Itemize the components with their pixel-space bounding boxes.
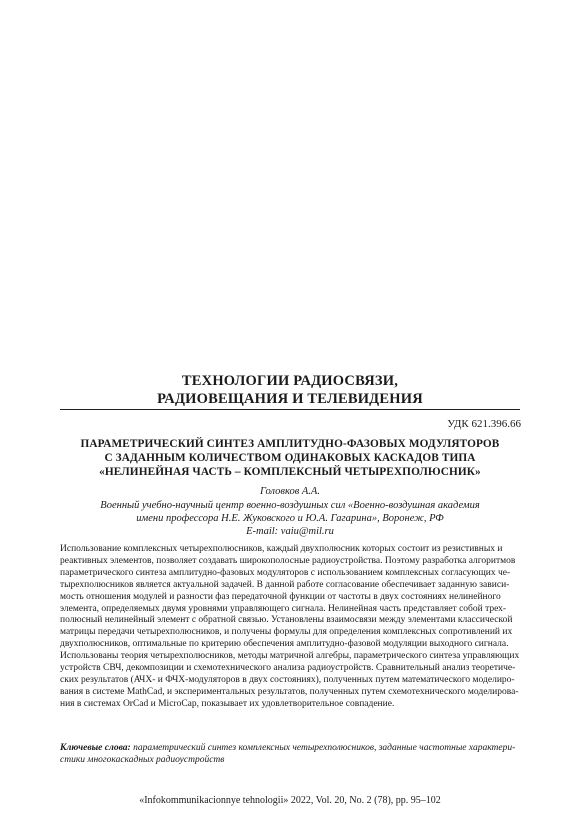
article-title-line: «НЕЛИНЕЙНАЯ ЧАСТЬ – КОМПЛЕКСНЫЙ ЧЕТЫРЕХПОЛЮСНИК» — [99, 466, 481, 478]
keywords-line: стики многокаскадных радиоустройств — [60, 754, 225, 765]
abstract — [60, 544, 521, 711]
journal-citation-footer: «Infokommunikacionnye tehnologii» 2022, Vol. 20, No. 2 (78), pp. 95–102 — [139, 795, 441, 806]
author-email: E-mail: vaiu@mil.ru — [246, 526, 334, 537]
abstract-line: матрицы передачи четырехполюсников, и получены формулы для определения комплексных сопротивлений их — [60, 627, 513, 638]
keywords-line — [60, 743, 521, 755]
affiliation-line: имени профессора Н.Е. Жуковского и Ю.А. Гагарина», Воронеж, РФ — [136, 513, 444, 524]
author-name: Головков А.А. — [260, 486, 320, 497]
article-title-line: ПАРАМЕТРИЧЕСКИЙ СИНТЕЗ АМПЛИТУДНО-ФАЗОВЫХ МОДУЛЯТОРОВ — [80, 438, 500, 450]
article-title-line: С ЗАДАННЫМ КОЛИЧЕСТВОМ ОДИНАКОВЫХ КАСКАДОВ ТИПА — [104, 452, 476, 464]
section-divider — [60, 409, 520, 410]
keywords-text: параметрический синтез комплексных четырехполюсников, заданные частотные характери- — [130, 743, 516, 753]
section-heading-line: РАДИОВЕЩАНИЯ И ТЕЛЕВИДЕНИЯ — [157, 391, 423, 407]
article-title — [60, 437, 520, 479]
abstract-line: тырехполюсников является актуальной задачей. В данной работе согласование обеспечивает заданную зависи- — [60, 579, 510, 590]
keywords-label: Ключевые слова: — [60, 743, 131, 753]
author-affiliation — [60, 499, 520, 538]
abstract-line: Использованы теория четырехполюсников, методы матричной алгебры, параметрического синтеза управляющих — [60, 651, 520, 662]
abstract-line: мость отношения модулей и разности фаз передаточной функции от частоты в двух состояниях нелинейного — [60, 591, 501, 602]
abstract-line: ния в системах OrCad и MicroCap, показывает их удовлетворительное совпадение. — [60, 698, 395, 709]
abstract-line: ских результатов (АЧХ- и ФЧХ-модуляторов в двух состояниях), полученных путем математического моделиро- — [60, 674, 515, 685]
keywords — [60, 743, 521, 767]
abstract-line: полюсный нелинейный элемент с обратной связью. Установлены взаимосвязи между элементами классической — [60, 615, 513, 626]
abstract-line: элемента, определяемых двумя уровнями управляющего сигнала. Нелинейная часть представляет собой трех- — [60, 603, 507, 614]
abstract-line: устройств СВЧ, декомпозиции и схемотехнического анализа радиоустройств. Сравнительный анализ теоретиче- — [60, 663, 516, 674]
abstract-line: Использование комплексных четырехполюсников, каждый двухполюсник которых состоит из резистивных и — [60, 544, 503, 554]
abstract-line: реактивных элементов, позволяет создавать широкополосные радиоустройства. Поэтому разработка алгоритмов — [60, 555, 516, 566]
abstract-line: двухполюсников, оптимальные по критерию обеспечения амплитудно-фазовой модуляции выходного сигнала. — [60, 639, 509, 650]
affiliation-line: Военный учебно-научный центр военно-воздушных сил «Военно-воздушная академия — [100, 500, 480, 511]
section-heading-line: ТЕХНОЛОГИИ РАДИОСВЯЗИ, — [181, 373, 399, 389]
abstract-line: параметрического синтеза амплитудно-фазовых модуляторов с использованием комплексных согласующих че- — [60, 567, 511, 578]
section-heading — [60, 372, 520, 408]
udc-code: УДК 621.396.66 — [447, 418, 521, 430]
abstract-line: вания в системе MathCad, и экспериментальных результатов, полученных путем схемотехнического моделирова- — [60, 686, 519, 697]
